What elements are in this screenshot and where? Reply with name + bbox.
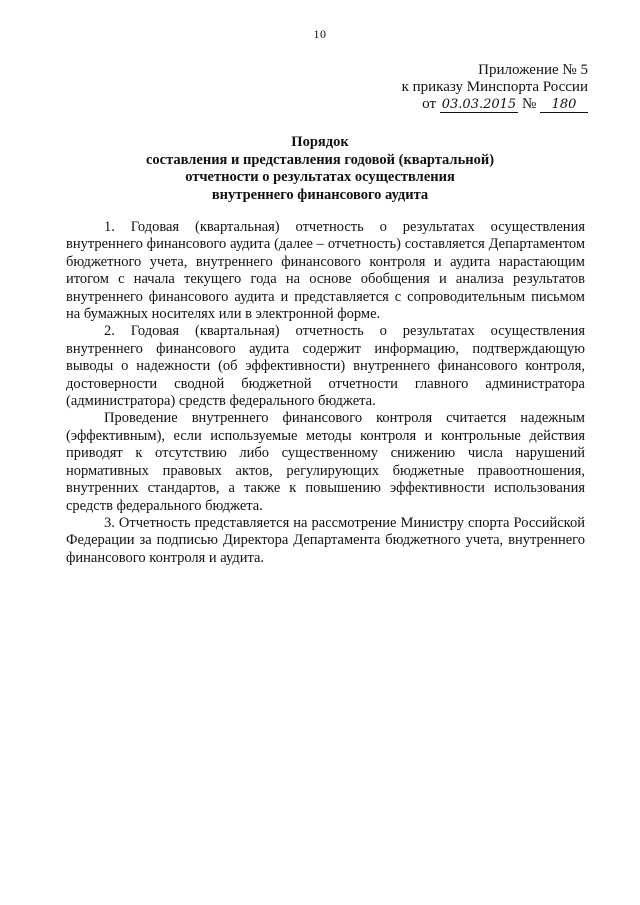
paragraph-2: 2. Годовая (квартальная) отчетность о результатах осуществления внутреннего финансового аудита содержит информацию, подтверждающую выводы о надежности (об эффективности) внутреннего финансового контроля, достоверности сводной бюджетной отчетности главного администратора (администратора) средств федерального бюджета. [66, 323, 585, 410]
title-line-1: Порядок [291, 134, 349, 150]
title-line-2: составления и представления годовой (квартальной) [145, 151, 495, 168]
document-body [66, 219, 585, 567]
appendix-header [402, 62, 588, 113]
date-prefix: от [422, 96, 436, 112]
appendix-number: Приложение № 5 [478, 62, 588, 78]
number-prefix: № [521, 96, 537, 112]
handwritten-number: 180 [540, 98, 588, 113]
page-number: 10 [313, 27, 327, 41]
document-title [0, 134, 640, 204]
paragraph-4: 3. Отчетность представляется на рассмотрение Министру спорта Российской Федерации за подписью Директора Департамента бюджетного учета, внутреннего финансового контроля и аудита. [66, 514, 585, 566]
paragraph-1: 1. Годовая (квартальная) отчетность о результатах осуществления внутреннего финансового аудита (далее – отчетность) составляется Департаментом бюджетного учета, внутреннего финансового контроля и аудита нарастающим итогом с начала текущего года на основе обобщения и анализа результатов внутреннего финансового аудита и представляется с сопроводительным письмом на бумажных носителях или в электронной форме. [66, 219, 585, 323]
title-line-3: отчетности о результатах осуществления [185, 169, 455, 185]
title-line-4: внутреннего финансового аудита [211, 186, 429, 203]
handwritten-date: 03.03.2015 [441, 97, 517, 112]
paragraph-3: Проведение внутреннего финансового контроля считается надежным (эффективным), если используемые методы контроля и контрольные действия приводят к отсутствию либо существенному снижению числа нарушений нормативных правовых актов, регулирующих бюджетные правоотношения, внутренних стандартов, а также к повышению эффективности использования средств федерального бюджета. [66, 410, 585, 514]
appendix-order-ref: к приказу Минспорта России [401, 79, 588, 95]
appendix-date-line [402, 96, 588, 113]
